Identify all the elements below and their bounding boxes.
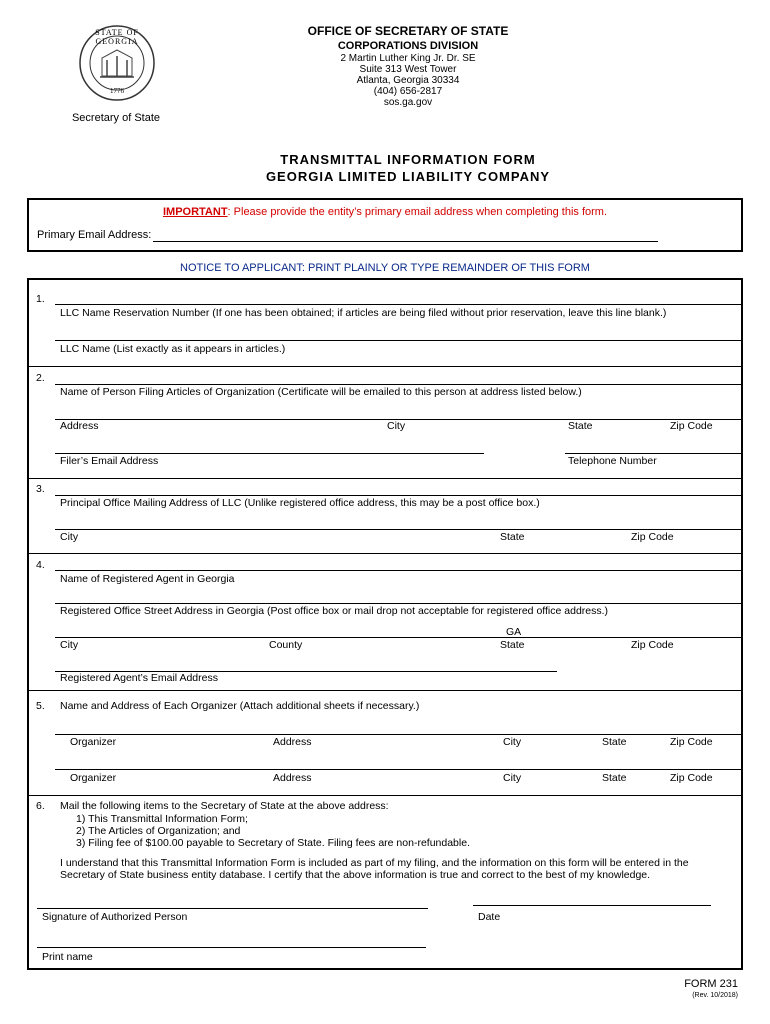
agent-state-label: State bbox=[500, 639, 525, 651]
print-name-label: Print name bbox=[42, 951, 93, 963]
organizer-1-city-label: City bbox=[503, 736, 522, 748]
principal-state-label: State bbox=[500, 531, 525, 543]
filer-zip-label: Zip Code bbox=[670, 420, 713, 432]
office-title: OFFICE OF SECRETARY OF STATE bbox=[307, 24, 509, 38]
address-line-3: Atlanta, Georgia 30334 bbox=[356, 75, 460, 86]
form-revision: (Rev. 10/2018) bbox=[692, 992, 738, 999]
agent-name-label: Name of Registered Agent in Georgia bbox=[60, 573, 235, 585]
reservation-number-label: LLC Name Reservation Number (If one has been obtained; if articles are being filed without prior reservation, leave this line blank.) bbox=[60, 307, 667, 319]
seal-year: 1776 bbox=[110, 87, 124, 95]
primary-email-label: Primary Email Address: bbox=[37, 229, 152, 241]
seal-text: STATE OF GEORGIA bbox=[95, 28, 139, 46]
organizer-1-address-label: Address bbox=[273, 736, 312, 748]
agent-county-label: County bbox=[269, 639, 303, 651]
organizer-2-address-label: Address bbox=[273, 772, 312, 784]
filer-address-input[interactable] bbox=[55, 404, 741, 420]
date-input[interactable] bbox=[473, 890, 711, 906]
filer-phone-input[interactable] bbox=[565, 438, 741, 454]
organizer-1-state-label: State bbox=[602, 736, 627, 748]
filer-phone-label: Telephone Number bbox=[568, 455, 657, 467]
section-1-number: 1. bbox=[36, 293, 45, 305]
office-phone: (404) 656-2817 bbox=[373, 86, 443, 97]
agent-city-input[interactable] bbox=[55, 622, 741, 638]
agent-office-address-input[interactable] bbox=[55, 588, 741, 604]
organizer-2-city-label: City bbox=[503, 772, 522, 784]
section-3-number: 3. bbox=[36, 483, 45, 495]
organizer-2-input[interactable] bbox=[55, 754, 741, 770]
seal-caption: Secretary of State bbox=[71, 112, 161, 124]
reservation-number-input[interactable] bbox=[55, 289, 741, 305]
agent-state-value: GA bbox=[506, 626, 522, 638]
date-label: Date bbox=[478, 911, 501, 923]
section-2-number: 2. bbox=[36, 372, 45, 384]
filer-name-input[interactable] bbox=[55, 369, 741, 385]
important-label: IMPORTANT bbox=[162, 206, 228, 218]
section-6-number: 6. bbox=[36, 800, 45, 812]
mail-item-3: 3) Filing fee of $100.00 payable to Secretary of State. Filing fees are non-refundable. bbox=[76, 837, 470, 849]
filer-name-label: Name of Person Filing Articles of Organization (Certificate will be emailed to this person at address listed below.) bbox=[60, 386, 582, 398]
certification-line-2: Secretary of State business entity database. I certify that the above information is true and correct to the best of my knowledge. bbox=[60, 869, 651, 881]
organizer-1-zip-label: Zip Code bbox=[670, 736, 713, 748]
filer-city-label: City bbox=[387, 420, 406, 432]
state-seal bbox=[78, 24, 156, 102]
notice-text: NOTICE TO APPLICANT: PRINT PLAINLY OR TYPE REMAINDER OF THIS FORM bbox=[180, 262, 590, 274]
organizer-1-input[interactable] bbox=[55, 719, 741, 735]
agent-zip-label: Zip Code bbox=[631, 639, 674, 651]
principal-zip-label: Zip Code bbox=[631, 531, 674, 543]
principal-city-label: City bbox=[60, 531, 79, 543]
mail-item-2: 2) The Articles of Organization; and bbox=[76, 825, 241, 837]
agent-email-input[interactable] bbox=[55, 656, 557, 672]
address-line-2: Suite 313 West Tower bbox=[359, 64, 457, 75]
filer-address-label: Address bbox=[60, 420, 99, 432]
mail-item-1: 1) This Transmittal Information Form; bbox=[76, 813, 248, 825]
print-name-input[interactable] bbox=[37, 932, 426, 948]
form-number: FORM 231 bbox=[684, 978, 738, 990]
important-message: : Please provide the entity’s primary email address when completing this form. bbox=[227, 206, 608, 218]
llc-name-input[interactable] bbox=[55, 325, 741, 341]
office-website: sos.ga.gov bbox=[383, 97, 433, 108]
organizer-2-state-label: State bbox=[602, 772, 627, 784]
primary-email-input[interactable] bbox=[153, 226, 658, 242]
filer-email-input[interactable] bbox=[55, 438, 484, 454]
section-4-number: 4. bbox=[36, 559, 45, 571]
principal-address-label: Principal Office Mailing Address of LLC (Unlike registered office address, this may be a post office box.) bbox=[60, 497, 540, 509]
principal-address-input[interactable] bbox=[55, 480, 741, 496]
llc-name-label: LLC Name (List exactly as it appears in articles.) bbox=[60, 343, 286, 355]
form-title: TRANSMITTAL INFORMATION FORM bbox=[280, 152, 536, 167]
address-line-1: 2 Martin Luther King Jr. Dr. SE bbox=[340, 53, 476, 64]
agent-city-label: City bbox=[60, 639, 79, 651]
agent-email-label: Registered Agent’s Email Address bbox=[60, 672, 218, 684]
section-5-number: 5. bbox=[36, 700, 45, 712]
organizers-heading: Name and Address of Each Organizer (Attach additional sheets if necessary.) bbox=[60, 700, 420, 712]
signature-label: Signature of Authorized Person bbox=[42, 911, 188, 923]
division-title: CORPORATIONS DIVISION bbox=[337, 40, 479, 52]
agent-name-input[interactable] bbox=[55, 555, 741, 571]
certification-line-1: I understand that this Transmittal Information Form is included as part of my filing, and the information on this form will be entered in the bbox=[60, 857, 689, 869]
filer-state-label: State bbox=[568, 420, 593, 432]
agent-office-address-label: Registered Office Street Address in Georgia (Post office box or mail drop not acceptable for registered office address.) bbox=[60, 605, 609, 617]
principal-city-input[interactable] bbox=[55, 514, 741, 530]
organizer-2-zip-label: Zip Code bbox=[670, 772, 713, 784]
mail-items-heading: Mail the following items to the Secretary of State at the above address: bbox=[60, 800, 389, 812]
signature-input[interactable] bbox=[37, 893, 428, 909]
organizer-1-name-label: Organizer bbox=[70, 736, 117, 748]
filer-email-label: Filer’s Email Address bbox=[60, 455, 159, 467]
organizer-2-name-label: Organizer bbox=[70, 772, 117, 784]
form-subtitle: GEORGIA LIMITED LIABILITY COMPANY bbox=[265, 169, 551, 184]
